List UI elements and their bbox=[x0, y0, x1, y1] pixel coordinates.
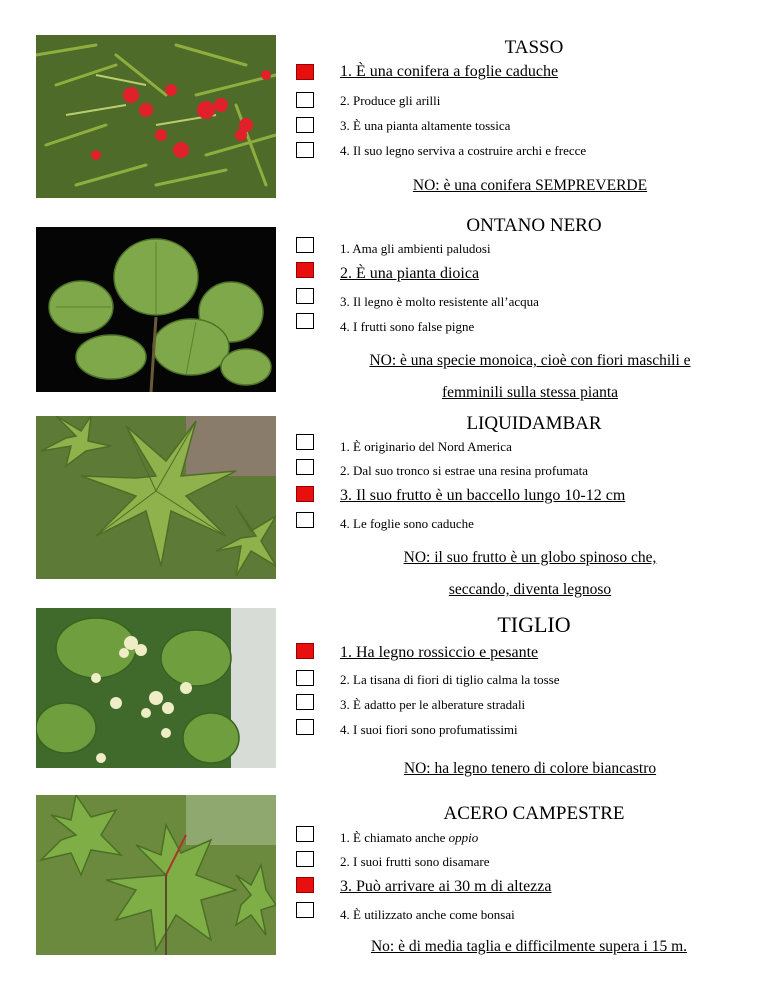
answer-checkbox[interactable] bbox=[296, 826, 314, 842]
section-title: TASSO bbox=[504, 37, 564, 58]
answer-checkbox[interactable] bbox=[296, 512, 314, 528]
answer-checkbox[interactable] bbox=[296, 694, 314, 710]
answer-option bbox=[340, 830, 478, 846]
answer-option: 3. Può arrivare ai 30 m di altezza bbox=[340, 878, 552, 895]
answer-checkbox[interactable] bbox=[296, 288, 314, 304]
answer-option: 3. È adatto per le alberature stradali bbox=[340, 697, 526, 712]
correction-note: NO: ha legno tenero di colore biancastro bbox=[403, 760, 657, 777]
answer-option: 4. È utilizzato anche come bonsai bbox=[340, 907, 515, 922]
answer-checkbox[interactable] bbox=[296, 486, 314, 502]
answer-option: 2. I suoi frutti sono disamare bbox=[340, 854, 490, 869]
yew-photo bbox=[36, 35, 276, 198]
answer-option: 1. Ha legno rossiccio e pesante bbox=[340, 644, 539, 661]
answer-checkbox[interactable] bbox=[296, 92, 314, 108]
answer-option: 2. Dal suo tronco si estrae una resina profumata bbox=[340, 463, 589, 478]
answer-option: 2. La tisana di fiori di tiglio calma la tosse bbox=[340, 672, 560, 687]
correction-note-line: NO: il suo frutto è un globo spinoso che, bbox=[403, 549, 657, 566]
correction-note: No: è di media taglia e difficilmente supera i 15 m. bbox=[370, 938, 688, 955]
correction-note bbox=[310, 544, 750, 604]
correction-note-line: femminili sulla stessa pianta bbox=[441, 384, 619, 401]
answer-option-text: 1. È chiamato anche bbox=[340, 830, 449, 845]
answer-checkbox[interactable] bbox=[296, 902, 314, 918]
answer-option: 3. Il suo frutto è un baccello lungo 10-12 cm bbox=[340, 487, 626, 504]
answer-checkbox[interactable] bbox=[296, 459, 314, 475]
answer-option: 1. È originario del Nord America bbox=[340, 439, 512, 454]
answer-option-italic: oppio bbox=[448, 830, 479, 845]
answer-option: 1. Ama gli ambienti paludosi bbox=[340, 241, 491, 256]
answer-checkbox[interactable] bbox=[296, 262, 314, 278]
section-title: ONTANO NERO bbox=[466, 215, 602, 236]
answer-option: 3. Il legno è molto resistente all’acqua bbox=[340, 294, 539, 309]
answer-checkbox[interactable] bbox=[296, 434, 314, 450]
answer-option: 2. È una pianta dioica bbox=[340, 265, 480, 282]
answer-option: 4. I suoi fiori sono profumatissimi bbox=[340, 722, 518, 737]
answer-option: 4. I frutti sono false pigne bbox=[340, 319, 475, 334]
answer-checkbox[interactable] bbox=[296, 851, 314, 867]
linden-photo bbox=[36, 608, 276, 768]
answer-checkbox[interactable] bbox=[296, 719, 314, 735]
section-title: ACERO CAMPESTRE bbox=[443, 803, 625, 824]
answer-option: 4. Il suo legno serviva a costruire archi e frecce bbox=[340, 143, 587, 158]
answer-checkbox[interactable] bbox=[296, 142, 314, 158]
answer-checkbox[interactable] bbox=[296, 313, 314, 329]
section-title: LIQUIDAMBAR bbox=[466, 413, 602, 434]
answer-checkbox[interactable] bbox=[296, 670, 314, 686]
correction-note: NO: è una conifera SEMPREVERDE bbox=[412, 177, 648, 194]
sweetgum-photo bbox=[36, 416, 276, 579]
answer-option: 3. È una pianta altamente tossica bbox=[340, 118, 511, 133]
answer-option: 4. Le foglie sono caduche bbox=[340, 516, 474, 531]
answer-option: 2. Produce gli arilli bbox=[340, 93, 441, 108]
correction-note-line: seccando, diventa legnoso bbox=[448, 581, 612, 598]
answer-checkbox[interactable] bbox=[296, 237, 314, 253]
answer-checkbox[interactable] bbox=[296, 877, 314, 893]
answer-option: 1. È una conifera a foglie caduche bbox=[340, 63, 559, 80]
answer-checkbox[interactable] bbox=[296, 643, 314, 659]
answer-checkbox[interactable] bbox=[296, 117, 314, 133]
alder-photo bbox=[36, 227, 276, 392]
section-title: TIGLIO bbox=[497, 612, 571, 637]
answer-checkbox[interactable] bbox=[296, 64, 314, 80]
correction-note bbox=[310, 347, 750, 407]
correction-note-line: NO: è una specie monoica, cioè con fiori maschili e bbox=[369, 352, 691, 369]
maple-photo bbox=[36, 795, 276, 955]
